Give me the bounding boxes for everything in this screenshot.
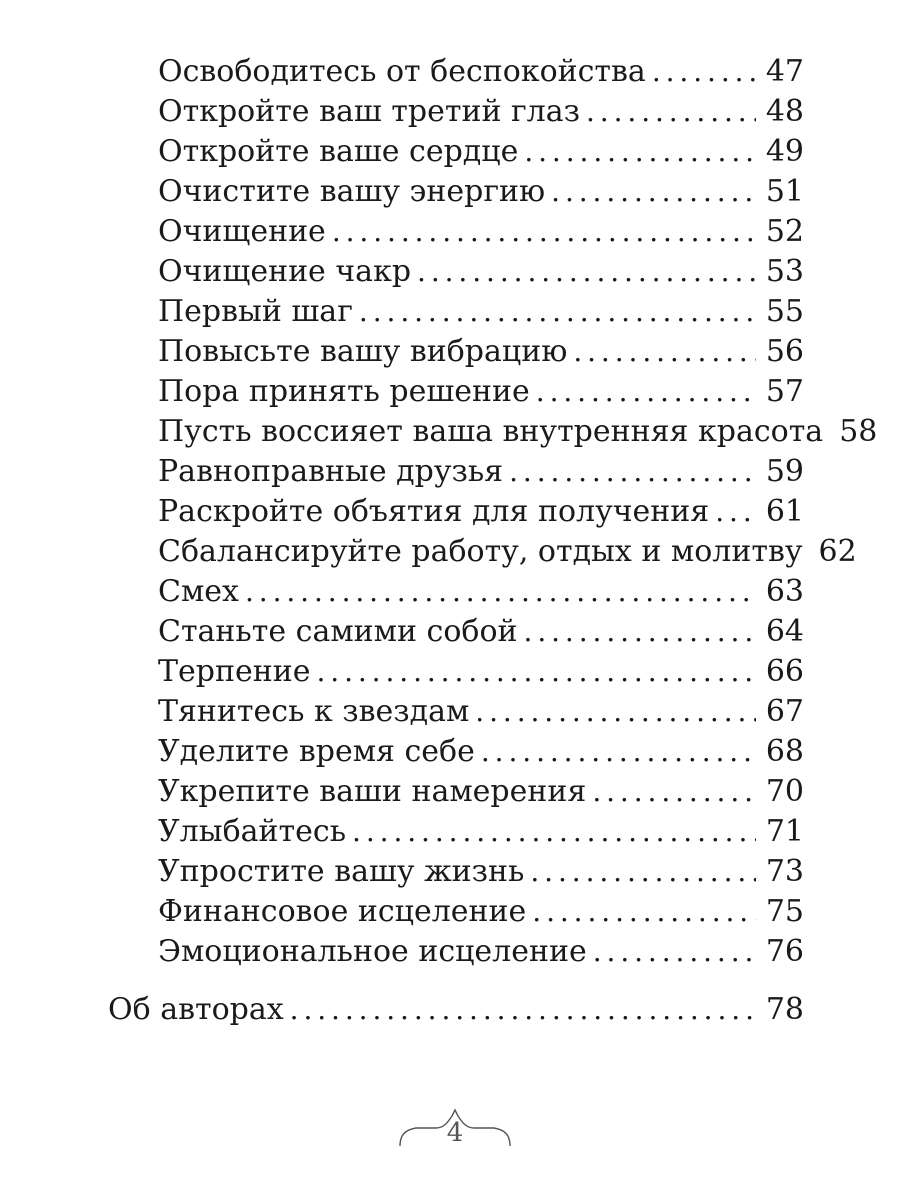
toc-entry[interactable] (158, 812, 804, 852)
toc-entry-title: Улыбайтесь (158, 814, 347, 849)
dot-leader (290, 990, 756, 1030)
toc-entry-title: Пусть воссияет ваша внутренняя красота (158, 414, 824, 449)
toc-entry-title: Очистите вашу энергию (158, 174, 546, 209)
toc-entry-title: Финансовое исцеление (158, 894, 527, 929)
toc-entry-title: Тянитесь к звездам (158, 694, 470, 729)
toc-entry-page: 61 (765, 494, 804, 529)
dot-leader (524, 132, 755, 172)
toc-entry-about-authors[interactable] (108, 990, 804, 1030)
toc-entry-title: Равноправные друзья (158, 454, 504, 489)
toc-entry[interactable] (158, 252, 804, 292)
toc-entry[interactable] (158, 92, 804, 132)
dot-leader (352, 812, 756, 852)
toc-entry[interactable] (158, 652, 804, 692)
toc-entry-page: 76 (765, 934, 804, 969)
toc-entry-page: 57 (765, 374, 804, 409)
dot-leader (417, 252, 756, 292)
dot-leader (652, 52, 756, 92)
toc-entry-title: Смех (158, 574, 239, 609)
toc-entry[interactable] (158, 132, 804, 172)
toc-entry[interactable] (158, 372, 804, 412)
dot-leader (316, 652, 755, 692)
toc-entry-title: Откройте ваше сердце (158, 134, 519, 169)
toc-entry-page: 62 (818, 534, 857, 569)
toc-entry-title: Уделите время себе (158, 734, 475, 769)
toc-entry-page: 53 (765, 254, 804, 289)
toc-entry-page: 64 (765, 614, 804, 649)
toc-entry-title: Откройте ваш третий глаз (158, 94, 580, 129)
page-number: 4 (446, 1118, 464, 1148)
toc-entry-page: 49 (765, 134, 804, 169)
toc-entry[interactable] (158, 692, 804, 732)
dot-leader (536, 372, 756, 412)
toc-entry-page: 52 (765, 214, 804, 249)
toc-entry[interactable] (158, 492, 804, 532)
toc-entry-page: 51 (765, 174, 804, 209)
dot-leader (593, 932, 756, 972)
toc-entry-title: Первый шаг (158, 294, 353, 329)
toc-entry[interactable] (158, 332, 804, 372)
dot-leader (715, 492, 756, 532)
dot-leader (530, 852, 755, 892)
toc-entry-page: 73 (765, 854, 804, 889)
toc-entry-title: Упростите вашу жизнь (158, 854, 525, 889)
toc-entry-title: Терпение (158, 654, 311, 689)
toc-entry[interactable] (158, 852, 804, 892)
dot-leader (551, 172, 756, 212)
dot-leader (592, 772, 756, 812)
toc-entry[interactable] (158, 532, 857, 572)
toc-entry-page: 68 (765, 734, 804, 769)
dot-leader (359, 292, 756, 332)
toc-entry-page: 56 (765, 334, 804, 369)
page-folio (396, 1096, 514, 1156)
dot-leader (332, 212, 756, 252)
toc-entry[interactable] (158, 932, 804, 972)
toc-entry-page: 55 (765, 294, 804, 329)
toc-entry[interactable] (158, 892, 804, 932)
toc-entry[interactable] (158, 292, 804, 332)
toc-entry[interactable] (158, 772, 804, 812)
toc-entry[interactable] (158, 212, 804, 252)
toc-entry[interactable] (158, 452, 804, 492)
toc-entry-title: Станьте самими собой (158, 614, 518, 649)
dot-leader (586, 92, 756, 132)
toc-entry-title: Об авторах (108, 992, 284, 1027)
dot-leader (524, 612, 756, 652)
toc-entry-title: Очищение чакр (158, 254, 412, 289)
toc-entry-page: 66 (765, 654, 804, 689)
toc-entry-page: 58 (839, 414, 878, 449)
toc-entry-page: 67 (765, 694, 804, 729)
toc-entry[interactable] (158, 612, 804, 652)
dot-leader (245, 572, 756, 612)
dot-leader (573, 332, 756, 372)
dot-leader (509, 452, 756, 492)
dot-leader (481, 732, 756, 772)
toc-entry-page: 71 (765, 814, 804, 849)
toc-entry[interactable] (158, 412, 878, 452)
toc-entry-title: Повысьте вашу вибрацию (158, 334, 568, 369)
toc-entry-title: Раскройте объятия для получения (158, 494, 710, 529)
toc-entry-title: Освободитесь от беспокойства (158, 54, 646, 89)
toc-entry[interactable] (158, 572, 804, 612)
dot-leader (475, 692, 756, 732)
dot-leader (532, 892, 756, 932)
toc-entry-page: 63 (765, 574, 804, 609)
toc-entry-page: 48 (765, 94, 804, 129)
toc-entry-page: 78 (765, 992, 804, 1027)
toc-entry[interactable] (158, 172, 804, 212)
toc-entry-page: 75 (765, 894, 804, 929)
toc-entry-title: Пора принять решение (158, 374, 530, 409)
toc-entry-page: 59 (765, 454, 804, 489)
toc-entry[interactable] (158, 52, 804, 92)
toc-entry[interactable] (158, 732, 804, 772)
toc-entry-page: 70 (765, 774, 804, 809)
toc-entry-title: Очищение (158, 214, 326, 249)
toc-entry-title: Эмоциональное исцеление (158, 934, 587, 969)
toc-entry-title: Сбалансируйте работу, отдых и молитву (158, 534, 803, 569)
toc-entry-page: 47 (765, 54, 804, 89)
toc-entry-title: Укрепите ваши намерения (158, 774, 587, 809)
